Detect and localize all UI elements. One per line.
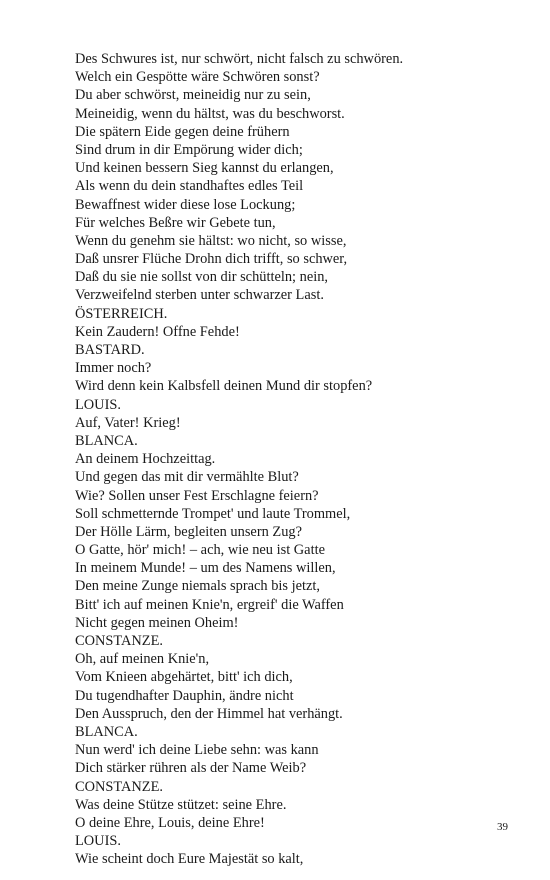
page-number: 39	[497, 821, 508, 833]
text-line: Daß unsrer Flüche Drohn dich trifft, so schwer,	[75, 251, 348, 268]
text-line: Der Hölle Lärm, begleiten unsern Zug?	[75, 523, 302, 540]
text-line: Meineidig, wenn du hältst, was du beschworst.	[75, 105, 345, 122]
text-line: Dich stärker rühren als der Name Weib?	[75, 760, 307, 777]
text-line: Nicht gegen meinen Oheim!	[75, 614, 239, 631]
text-line: Und gegen das mit dir vermählte Blut?	[75, 469, 299, 486]
text-line: Verzweifelnd sterben unter schwarzer Last.	[75, 287, 324, 304]
text-line: BLANCA.	[75, 723, 138, 740]
text-line: Wenn du genehm sie hältst: wo nicht, so wisse,	[75, 232, 347, 249]
text-line: In meinem Munde! – um des Namens willen,	[75, 560, 336, 577]
text-line: An deinem Hochzeittag.	[75, 451, 216, 468]
text-line: O Gatte, hör' mich! – ach, wie neu ist Gatte	[75, 542, 325, 559]
text-line: Oh, auf meinen Knie'n,	[75, 651, 210, 668]
text-line: Welch ein Gespötte wäre Schwören sonst?	[75, 69, 320, 86]
text-line: LOUIS.	[75, 396, 121, 413]
text-line: Wie scheint doch Eure Majestät so kalt,	[75, 851, 304, 868]
text-line: Sind drum in dir Empörung wider dich;	[75, 141, 303, 158]
text-line: Auf, Vater! Krieg!	[75, 414, 181, 431]
text-line: O deine Ehre, Louis, deine Ehre!	[75, 814, 265, 831]
text-line: Wie? Sollen unser Fest Erschlagne feiern?	[75, 487, 319, 504]
text-line: Bewaffnest wider diese lose Lockung;	[75, 196, 296, 213]
text-line: Nun werd' ich deine Liebe sehn: was kann	[75, 742, 319, 759]
text-line: CONSTANZE.	[75, 778, 163, 795]
text-line: CONSTANZE.	[75, 633, 163, 649]
text-line: Als wenn du dein standhaftes edles Teil	[75, 178, 304, 195]
text-line: Kein Zaudern! Offne Fehde!	[75, 323, 240, 340]
text-line: Den meine Zunge niemals sprach bis jetzt,	[75, 578, 320, 595]
text-block	[75, 50, 515, 868]
text-line: Daß du sie nie sollst von dir schütteln; nein,	[75, 269, 329, 286]
text-line: Immer noch?	[75, 360, 152, 377]
text-line: BLANCA.	[75, 432, 138, 449]
text-line: Und keinen bessern Sieg kannst du erlangen,	[75, 160, 334, 177]
text-line: Die spätern Eide gegen deine frühern	[75, 123, 290, 140]
text-line: Soll schmetternde Trompet' und laute Trommel,	[75, 505, 351, 522]
text-line: Du aber schwörst, meineidig nur zu sein,	[75, 87, 311, 104]
text-line: Den Ausspruch, den der Himmel hat verhängt.	[75, 705, 343, 722]
text-line: Für welches Beßre wir Gebete tun,	[75, 214, 276, 231]
text-line: Du tugendhafter Dauphin, ändre nicht	[75, 687, 294, 704]
text-line: Bitt' ich auf meinen Knie'n, ergreif' die Waffen	[75, 596, 344, 613]
text-line: ÖSTERREICH.	[75, 305, 168, 322]
text-line: Des Schwures ist, nur schwört, nicht falsch zu schwören.	[75, 51, 404, 67]
text-line: Vom Knieen abgehärtet, bitt' ich dich,	[75, 669, 293, 686]
text-line: BASTARD.	[75, 342, 145, 358]
text-line: Was deine Stütze stützet: seine Ehre.	[75, 796, 287, 813]
text-line: Wird denn kein Kalbsfell deinen Mund dir stopfen?	[75, 378, 373, 395]
text-line: LOUIS.	[75, 833, 121, 850]
